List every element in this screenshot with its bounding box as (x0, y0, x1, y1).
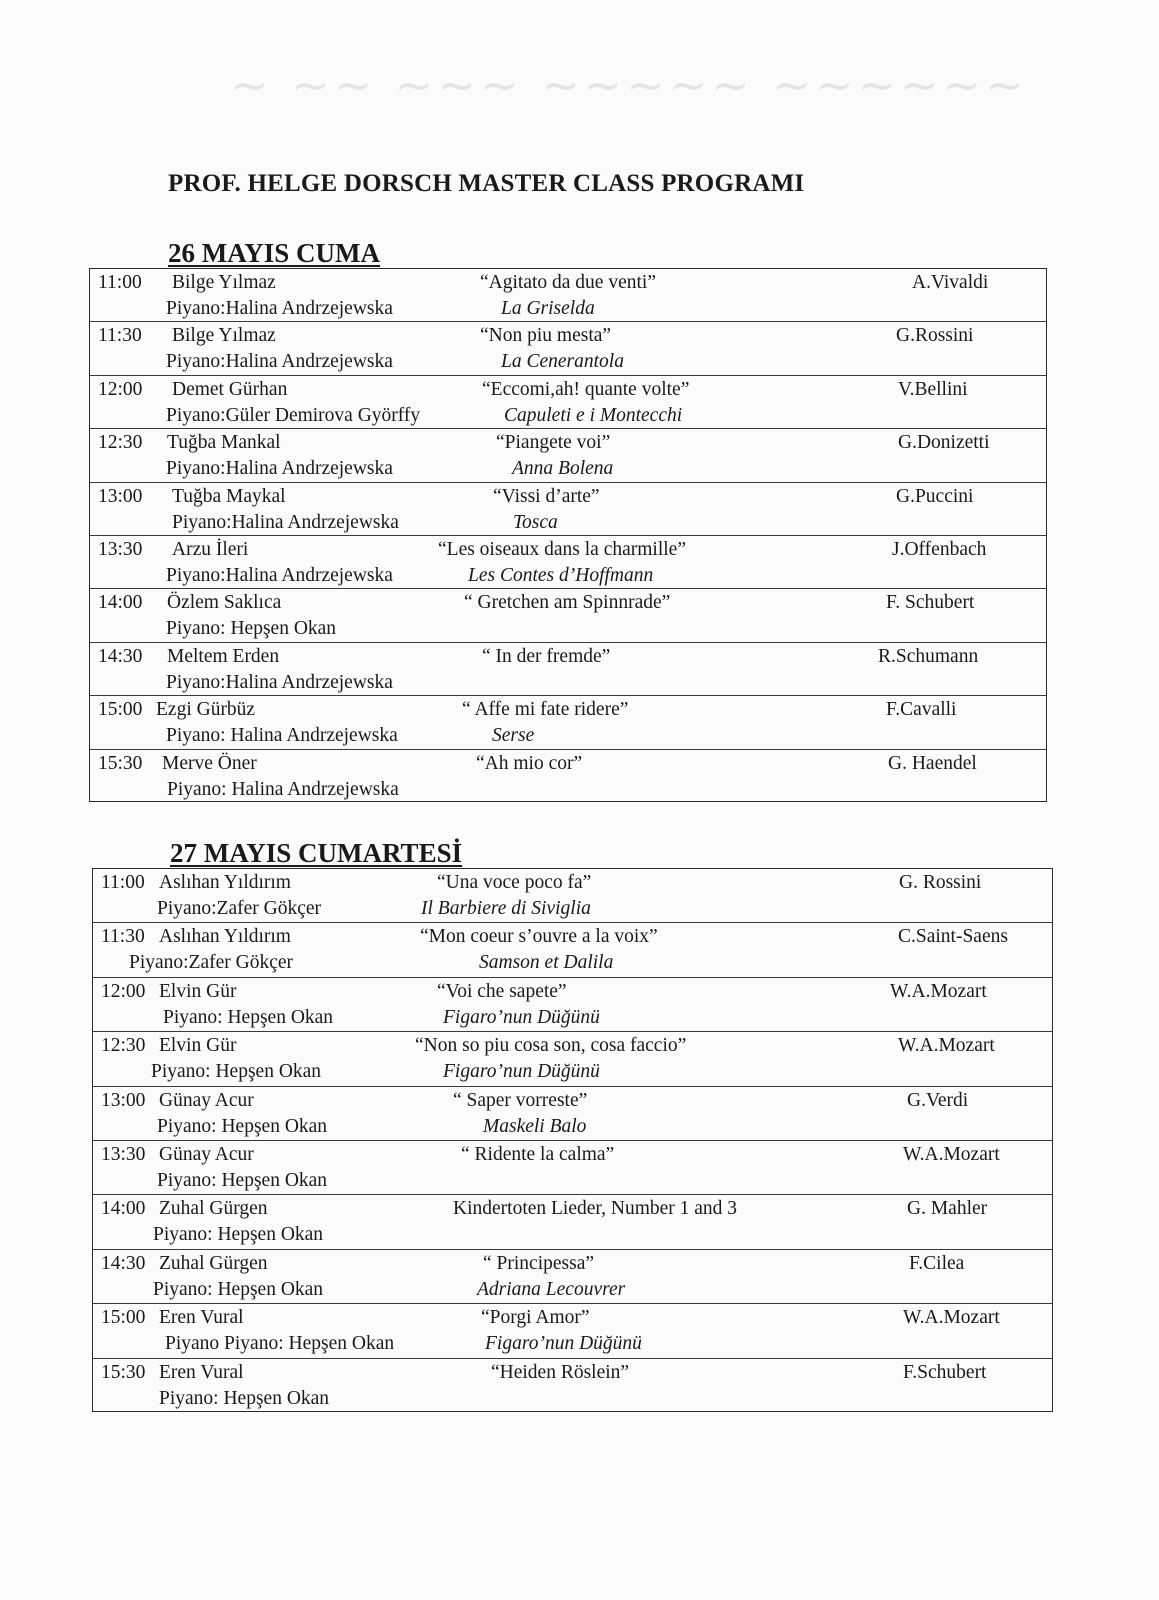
performer-name: Meltem Erden (167, 645, 280, 667)
table-row (93, 1195, 1052, 1249)
accompanist-name: Piyano: Hepşen Okan (163, 1006, 334, 1028)
composer-name: G.Rossini (896, 325, 974, 347)
opera-title: Figaro’nun Düğünü (443, 1006, 600, 1028)
table-row (93, 1032, 1052, 1086)
table-row (90, 483, 1046, 536)
time-slot: 15:30 (98, 752, 143, 774)
table-row (90, 429, 1046, 482)
performer-name: Günay Acur (159, 1143, 254, 1165)
time-slot: 14:30 (98, 645, 143, 667)
table-row (93, 1250, 1052, 1304)
table-row (93, 978, 1052, 1032)
opera-title: Capuleti e i Montecchi (504, 404, 683, 426)
accompanist-name: Piyano:Halina Andrzejewska (166, 564, 393, 586)
piece-title: “ Principessa” (483, 1252, 595, 1274)
time-slot: 14:30 (101, 1252, 146, 1274)
composer-name: F.Cilea (909, 1252, 965, 1274)
piece-title: “Eccomi,ah! quante volte” (482, 378, 690, 400)
piece-title: “ Affe mi fate ridere” (462, 699, 629, 721)
time-slot: 15:30 (101, 1361, 146, 1383)
piece-title: “Les oiseaux dans la charmille” (438, 538, 686, 560)
accompanist-name: Piyano: Hepşen Okan (159, 1387, 330, 1409)
performer-name: Tuğba Mankal (167, 432, 281, 454)
piece-title: “ In der fremde” (482, 645, 611, 667)
performer-name: Eren Vural (159, 1307, 244, 1329)
time-slot: 12:00 (101, 980, 146, 1002)
performer-name: Özlem Saklıca (167, 592, 282, 614)
opera-title: Figaro’nun Düğünü (485, 1333, 642, 1355)
composer-name: R.Schumann (878, 645, 979, 667)
composer-name: G. Rossini (899, 872, 982, 893)
performer-name: Demet Gürhan (172, 378, 288, 400)
piece-title: Kindertoten Lieder, Number 1 and 3 (453, 1198, 738, 1220)
composer-name: F. Schubert (886, 592, 975, 614)
opera-title: Maskeli Balo (483, 1115, 587, 1137)
piece-title: “Voi che sapete” (437, 980, 567, 1002)
accompanist-name: Piyano Piyano: Hepşen Okan (165, 1333, 395, 1355)
composer-name: G. Mahler (907, 1198, 988, 1220)
composer-name: F.Schubert (903, 1361, 987, 1383)
performer-name: Merve Öner (162, 752, 257, 774)
table-row (90, 643, 1046, 696)
accompanist-name: Piyano:Halina Andrzejewska (166, 458, 393, 480)
composer-name: A.Vivaldi (912, 272, 989, 293)
piece-title: “Agitato da due venti” (480, 272, 656, 293)
table-row (90, 696, 1046, 749)
time-slot: 14:00 (101, 1198, 146, 1220)
piece-title: “Vissi d’arte” (493, 485, 600, 507)
piece-title: “ Ridente la calma” (461, 1143, 615, 1165)
piece-title: “Ah mio cor” (476, 752, 583, 774)
accompanist-name: Piyano: Hepşen Okan (153, 1278, 324, 1300)
table-row (93, 869, 1052, 923)
accompanist-name: Piyano: Hepşen Okan (157, 1115, 328, 1137)
composer-name: C.Saint-Saens (898, 926, 1008, 948)
table-row (90, 269, 1046, 322)
composer-name: F.Cavalli (886, 699, 957, 721)
composer-name: W.A.Mozart (903, 1143, 1000, 1165)
table-row (90, 376, 1046, 429)
time-slot: 13:30 (98, 538, 143, 560)
accompanist-name: Piyano:Halina Andrzejewska (166, 671, 393, 693)
piece-title: “Piangete voi” (496, 432, 611, 454)
accompanist-name: Piyano:Halina Andrzejewska (172, 511, 399, 533)
opera-title: La Griselda (501, 298, 595, 319)
accompanist-name: Piyano:Halina Andrzejewska (166, 351, 393, 373)
table-row (90, 536, 1046, 589)
time-slot: 15:00 (101, 1307, 146, 1329)
opera-title: Il Barbiere di Siviglia (421, 898, 591, 919)
time-slot: 15:00 (98, 699, 143, 721)
performer-name: Aslıhan Yıldırım (159, 926, 291, 948)
piece-title: “Una voce poco fa” (437, 872, 592, 893)
piece-title: “ Saper vorreste” (453, 1089, 588, 1111)
piece-title: “Non so piu cosa son, cosa faccio” (415, 1035, 687, 1057)
performer-name: Ezgi Gürbüz (156, 699, 256, 721)
schedule-table-day-1 (89, 268, 1047, 802)
time-slot: 12:30 (98, 432, 143, 454)
performer-name: Elvin Gür (159, 980, 237, 1002)
opera-title: Adriana Lecouvrer (477, 1278, 626, 1300)
composer-name: G.Puccini (896, 485, 974, 507)
opera-title: Tosca (513, 511, 558, 533)
performer-name: Bilge Yılmaz (172, 325, 276, 347)
performer-name: Eren Vural (159, 1361, 244, 1383)
performer-name: Aslıhan Yıldırım (159, 872, 291, 893)
performer-name: Bilge Yılmaz (172, 272, 276, 293)
day-heading-2: 27 MAYIS CUMARTESİ (170, 838, 463, 868)
table-row (93, 1141, 1052, 1195)
composer-name: V.Bellini (898, 378, 968, 400)
opera-title: Figaro’nun Düğünü (443, 1061, 600, 1083)
accompanist-name: Piyano: Hepşen Okan (157, 1169, 328, 1191)
table-row (93, 1359, 1052, 1413)
performer-name: Arzu İleri (172, 538, 249, 560)
time-slot: 11:30 (101, 926, 145, 948)
time-slot: 13:00 (98, 485, 143, 507)
accompanist-name: Piyano:Zafer Gökçer (129, 952, 294, 974)
performer-name: Günay Acur (159, 1089, 254, 1111)
time-slot: 11:00 (101, 872, 145, 893)
accompanist-name: Piyano: Halina Andrzejewska (166, 725, 398, 747)
performer-name: Zuhal Gürgen (159, 1198, 268, 1220)
performer-name: Tuğba Maykal (172, 485, 286, 507)
accompanist-name: Piyano: Halina Andrzejewska (167, 778, 399, 800)
piece-title: “Heiden Röslein” (491, 1361, 630, 1383)
composer-name: W.A.Mozart (898, 1035, 995, 1057)
opera-title: Serse (492, 725, 535, 747)
table-row (93, 1087, 1052, 1141)
opera-title: Anna Bolena (512, 458, 614, 480)
composer-name: G.Verdi (907, 1089, 969, 1111)
accompanist-name: Piyano:Zafer Gökçer (157, 898, 322, 919)
piece-title: “Mon coeur s’ouvre a la voix” (420, 926, 658, 948)
piece-title: “Porgi Amor” (481, 1307, 590, 1329)
accompanist-name: Piyano: Hepşen Okan (153, 1224, 324, 1246)
time-slot: 12:30 (101, 1035, 146, 1057)
accompanist-name: Piyano: Hepşen Okan (151, 1061, 322, 1083)
accompanist-name: Piyano:Güler Demirova Györffy (166, 404, 421, 426)
composer-name: W.A.Mozart (890, 980, 987, 1002)
time-slot: 11:00 (98, 272, 142, 293)
opera-title: Les Contes d’Hoffmann (468, 564, 654, 586)
time-slot: 11:30 (98, 325, 142, 347)
performer-name: Zuhal Gürgen (159, 1252, 268, 1274)
performer-name: Elvin Gür (159, 1035, 237, 1057)
page-title: PROF. HELGE DORSCH MASTER CLASS PROGRAMI (168, 170, 805, 197)
table-row (90, 750, 1046, 803)
composer-name: J.Offenbach (892, 538, 987, 560)
table-row (90, 589, 1046, 642)
faint-handwriting-mark: ~ ~~ ~~~ ~~~~~ ~~~~~~ (230, 58, 1028, 112)
day-heading-1: 26 MAYIS CUMA (168, 238, 381, 268)
time-slot: 13:30 (101, 1143, 146, 1165)
table-row (90, 322, 1046, 375)
schedule-table-day-2 (92, 868, 1053, 1412)
opera-title: Samson et Dalila (479, 952, 614, 974)
time-slot: 13:00 (101, 1089, 146, 1111)
composer-name: G.Donizetti (898, 432, 990, 454)
table-row (93, 923, 1052, 977)
piece-title: “Non piu mesta” (480, 325, 612, 347)
composer-name: G. Haendel (888, 752, 977, 774)
table-row (93, 1304, 1052, 1358)
composer-name: W.A.Mozart (903, 1307, 1000, 1329)
piece-title: “ Gretchen am Spinnrade” (464, 592, 671, 614)
time-slot: 12:00 (98, 378, 143, 400)
opera-title: La Cenerantola (501, 351, 624, 373)
accompanist-name: Piyano: Hepşen Okan (166, 618, 337, 640)
accompanist-name: Piyano:Halina Andrzejewska (166, 298, 393, 319)
time-slot: 14:00 (98, 592, 143, 614)
